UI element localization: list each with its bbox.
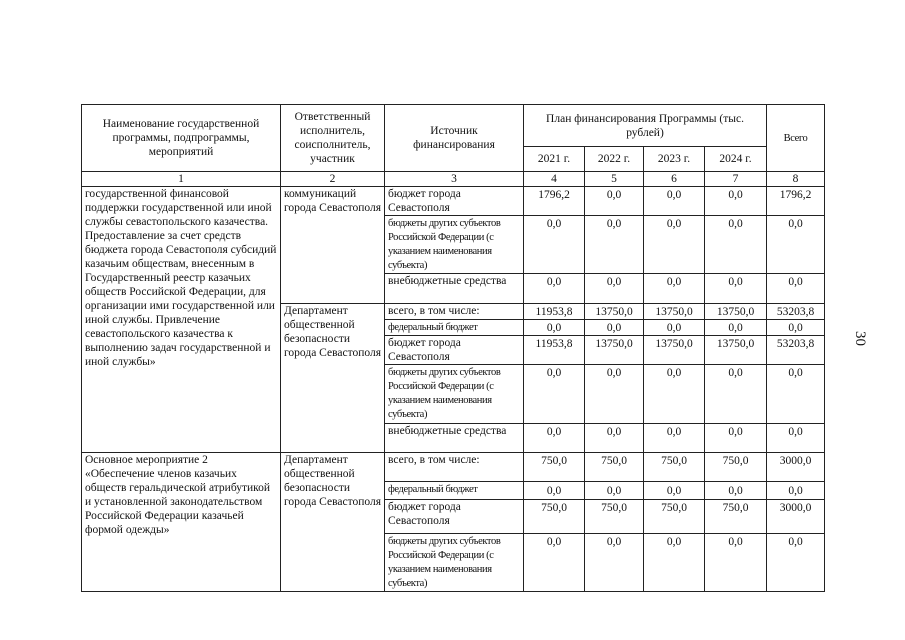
amount-cell: 0,0: [705, 534, 767, 592]
amount-cell: 13750,0: [705, 304, 767, 320]
amount-cell: 0,0: [524, 320, 585, 336]
amount-cell: 11953,8: [524, 304, 585, 320]
header-program-name: Наименование государственной программы, подпрограммы, мероприятий: [82, 105, 281, 172]
funding-source-label: бюджеты других субъектов Российской Федерации (с указанием наименования субъекта): [388, 218, 501, 271]
amount-cell: 3000,0: [767, 453, 825, 482]
funding-source: [385, 500, 524, 534]
amount-cell: 750,0: [644, 453, 705, 482]
column-number: 7: [705, 172, 767, 187]
funding-source-label: бюджет города Севастополя: [388, 188, 461, 214]
amount-cell: 0,0: [524, 424, 585, 453]
amount-cell: 3000,0: [767, 500, 825, 534]
funding-source-label: внебюджетные средства: [388, 425, 507, 437]
table-row: [82, 187, 825, 216]
amount-cell: 1796,2: [767, 187, 825, 216]
funding-source-label: федеральный бюджет: [388, 322, 478, 333]
header-executor: Ответственный исполнитель, соисполнитель, участник: [281, 105, 385, 172]
amount-cell: 53203,8: [767, 304, 825, 320]
funding-source: [385, 482, 524, 500]
amount-cell: 0,0: [524, 534, 585, 592]
column-number: 4: [524, 172, 585, 187]
executor: Департамент общественной безопасности города Севастополя: [281, 304, 385, 453]
amount-cell: 11953,8: [524, 336, 585, 365]
amount-cell: 0,0: [644, 216, 705, 274]
funding-source-label: всего, в том числе:: [388, 454, 480, 466]
amount-cell: 0,0: [767, 274, 825, 304]
amount-cell: 750,0: [585, 453, 644, 482]
financing-table: [81, 104, 825, 592]
amount-cell: 0,0: [767, 534, 825, 592]
amount-cell: 13750,0: [705, 336, 767, 365]
amount-cell: 0,0: [524, 216, 585, 274]
funding-source-label: бюджет города Севастополя: [388, 337, 461, 363]
amount-cell: 13750,0: [585, 304, 644, 320]
funding-source-label: бюджет города Севастополя: [388, 501, 461, 527]
amount-cell: 0,0: [644, 424, 705, 453]
program-name: Основное мероприятие 2 «Обеспечение членов казачьих обществ геральдической атрибутикой и установленной законодательством Российской Федерации казачьей формой одежды»: [82, 453, 281, 592]
amount-cell: 0,0: [705, 482, 767, 500]
header-source: Источник финансирования: [385, 105, 524, 172]
funding-source: [385, 534, 524, 592]
funding-source-label: бюджеты других субъектов Российской Федерации (с указанием наименования субъекта): [388, 536, 501, 589]
executor: коммуникаций города Севастополя: [281, 187, 385, 304]
table-row: [82, 453, 825, 482]
amount-cell: 0,0: [524, 274, 585, 304]
funding-source: [385, 453, 524, 482]
amount-cell: 0,0: [705, 187, 767, 216]
column-number: 5: [585, 172, 644, 187]
header-total: Всего: [767, 105, 825, 172]
funding-source: [385, 365, 524, 424]
funding-source: [385, 424, 524, 453]
header-year: 2023 г.: [644, 147, 705, 172]
amount-cell: 0,0: [585, 424, 644, 453]
amount-cell: 1796,2: [524, 187, 585, 216]
amount-cell: 13750,0: [585, 336, 644, 365]
amount-cell: 0,0: [705, 365, 767, 424]
amount-cell: 0,0: [644, 365, 705, 424]
funding-source: [385, 187, 524, 216]
amount-cell: 0,0: [705, 320, 767, 336]
funding-source-label: федеральный бюджет: [388, 484, 478, 495]
funding-source-label: всего, в том числе:: [388, 305, 480, 317]
amount-cell: 0,0: [705, 216, 767, 274]
amount-cell: 0,0: [585, 534, 644, 592]
amount-cell: 750,0: [585, 500, 644, 534]
amount-cell: 750,0: [644, 500, 705, 534]
amount-cell: 0,0: [644, 482, 705, 500]
amount-cell: 0,0: [585, 320, 644, 336]
column-number: 1: [82, 172, 281, 187]
amount-cell: 0,0: [524, 365, 585, 424]
header-year: 2024 г.: [705, 147, 767, 172]
amount-cell: 0,0: [585, 482, 644, 500]
page-number: 30: [852, 331, 868, 346]
column-number: 3: [385, 172, 524, 187]
program-name: государственной финансовой поддержки государственной или иной службы севастопольского казачества. Предоставление за счет средств бюджета города Севастополя субсидий казачьим обществам, внесенным в Государственный реестр казачьих обществ Российской Федерации, для организации ими государственной или иной службы. Привлечение севастопольского казачества к выполнению задач государственной и иной службы»: [82, 187, 281, 453]
amount-cell: 750,0: [524, 453, 585, 482]
column-number: 6: [644, 172, 705, 187]
funding-source-label: бюджеты других субъектов Российской Федерации (с указанием наименования субъекта): [388, 367, 501, 420]
funding-source: [385, 336, 524, 365]
header-year: 2022 г.: [585, 147, 644, 172]
amount-cell: 0,0: [644, 320, 705, 336]
column-number: 2: [281, 172, 385, 187]
amount-cell: 0,0: [767, 424, 825, 453]
amount-cell: 0,0: [585, 216, 644, 274]
amount-cell: 13750,0: [644, 304, 705, 320]
amount-cell: 0,0: [644, 187, 705, 216]
amount-cell: 0,0: [585, 187, 644, 216]
amount-cell: 0,0: [705, 274, 767, 304]
amount-cell: 750,0: [705, 500, 767, 534]
funding-source: [385, 274, 524, 304]
column-number: 8: [767, 172, 825, 187]
amount-cell: 0,0: [705, 424, 767, 453]
header-plan: План финансирования Программы (тыс. рублей): [524, 105, 767, 147]
amount-cell: 0,0: [767, 216, 825, 274]
funding-source-label: внебюджетные средства: [388, 275, 507, 287]
funding-source: [385, 216, 524, 274]
amount-cell: 53203,8: [767, 336, 825, 365]
amount-cell: 750,0: [524, 500, 585, 534]
funding-source: [385, 320, 524, 336]
amount-cell: 0,0: [767, 482, 825, 500]
amount-cell: 0,0: [644, 534, 705, 592]
funding-source: [385, 304, 524, 320]
amount-cell: 13750,0: [644, 336, 705, 365]
executor: Департамент общественной безопасности города Севастополя: [281, 453, 385, 592]
amount-cell: 0,0: [585, 274, 644, 304]
amount-cell: 0,0: [524, 482, 585, 500]
amount-cell: 750,0: [705, 453, 767, 482]
amount-cell: 0,0: [585, 365, 644, 424]
header-year: 2021 г.: [524, 147, 585, 172]
amount-cell: 0,0: [767, 365, 825, 424]
amount-cell: 0,0: [644, 274, 705, 304]
amount-cell: 0,0: [767, 320, 825, 336]
